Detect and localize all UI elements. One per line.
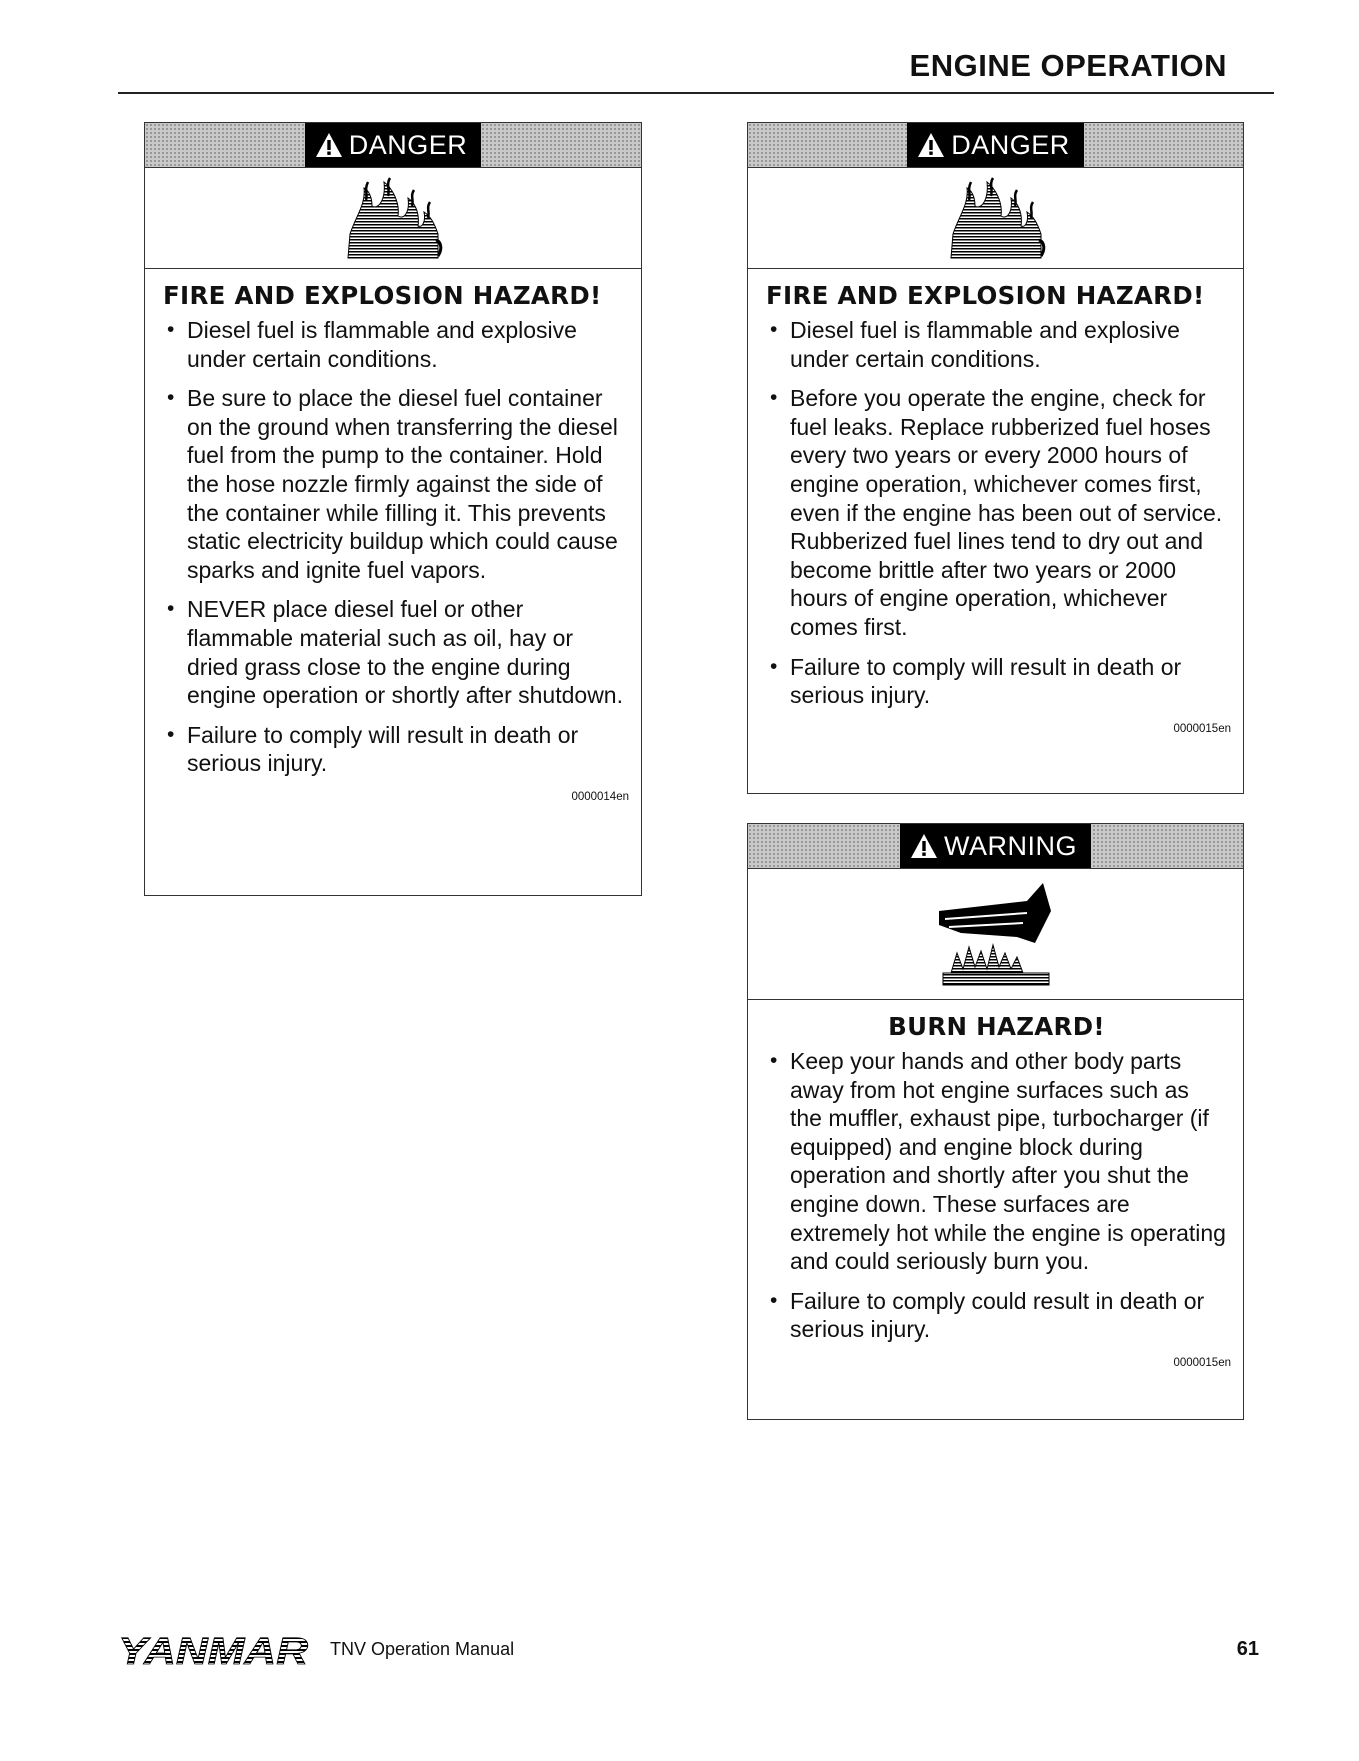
danger-banner (145, 123, 641, 168)
warning-banner (748, 824, 1243, 869)
hazard-bullet-list (766, 316, 1227, 710)
yanmar-logo (118, 1633, 318, 1674)
hazard-bullet-list (766, 1047, 1227, 1344)
hazard-bullet: • Diesel fuel is flammable and explosive under certain conditions. (163, 316, 625, 373)
page-number: 61 (1236, 1638, 1259, 1660)
warning-panel-burn (747, 823, 1244, 1420)
fire-icon (145, 168, 641, 269)
hazard-title: FIRE AND EXPLOSION HAZARD! (766, 281, 1205, 310)
hazard-bullet: • Failure to comply could result in death or serious injury. (766, 1287, 1227, 1344)
hazard-bullet: • NEVER place diesel fuel or other flammable material such as oil, hay or dried grass close to the engine during engine operation or shortly after shutdown. (163, 595, 625, 709)
hazard-bullet: • Keep your hands and other body parts away from hot engine surfaces such as the muffler, exhaust pipe, turbocharger (if equipped) and engine block during operation and shortly after you shut the engine down. These surfaces are extremely hot while the engine is operating and could seriously burn you. (766, 1047, 1227, 1276)
hazard-title: BURN HAZARD! (888, 1012, 1105, 1041)
warning-banner-label: WARNING (944, 830, 1077, 861)
danger-banner-label: DANGER (951, 129, 1070, 160)
hot-surface-hand-icon (748, 869, 1243, 1000)
danger-panel-fire-left (144, 122, 642, 896)
page-footer (118, 1633, 1269, 1673)
manual-name: TNV Operation Manual (330, 1639, 515, 1659)
message-code: 0000015en (1173, 722, 1231, 735)
header-divider (118, 92, 1274, 94)
hazard-bullet-list (163, 316, 625, 778)
hazard-bullet: • Failure to comply will result in death or serious injury. (766, 653, 1227, 710)
safety-alert-icon (917, 132, 945, 158)
hazard-bullet: • Be sure to place the diesel fuel container on the ground when transferring the diesel fuel from the pump to the container. Hold the hose nozzle firmly against the side of the container while filling it. This prevents static electricity buildup which could cause sparks and ignite fuel vapors. (163, 384, 625, 584)
message-code: 0000015en (1173, 1356, 1231, 1369)
hazard-title: FIRE AND EXPLOSION HAZARD! (163, 281, 602, 310)
danger-banner (748, 123, 1243, 168)
message-code: 0000014en (571, 790, 629, 803)
hazard-bullet: • Failure to comply will result in death or serious injury. (163, 721, 625, 778)
safety-alert-icon (910, 833, 938, 859)
page-section-title: ENGINE OPERATION (909, 48, 1227, 83)
danger-banner-label: DANGER (348, 129, 468, 160)
hazard-bullet: • Before you operate the engine, check for fuel leaks. Replace rubberized fuel hoses every two years or every 2000 hours of engine operation, whichever comes first, even if the engine has been out of service. Rubberized fuel lines tend to dry out and become brittle after two years or 2000 hours of engine operation, whichever comes first. (766, 384, 1227, 641)
hazard-bullet: • Diesel fuel is flammable and explosive under certain conditions. (766, 316, 1227, 373)
danger-panel-fire-right (747, 122, 1244, 794)
svg-text:YANMAR: YANMAR (118, 1633, 309, 1669)
fire-icon (748, 168, 1243, 269)
safety-alert-icon (315, 132, 343, 158)
